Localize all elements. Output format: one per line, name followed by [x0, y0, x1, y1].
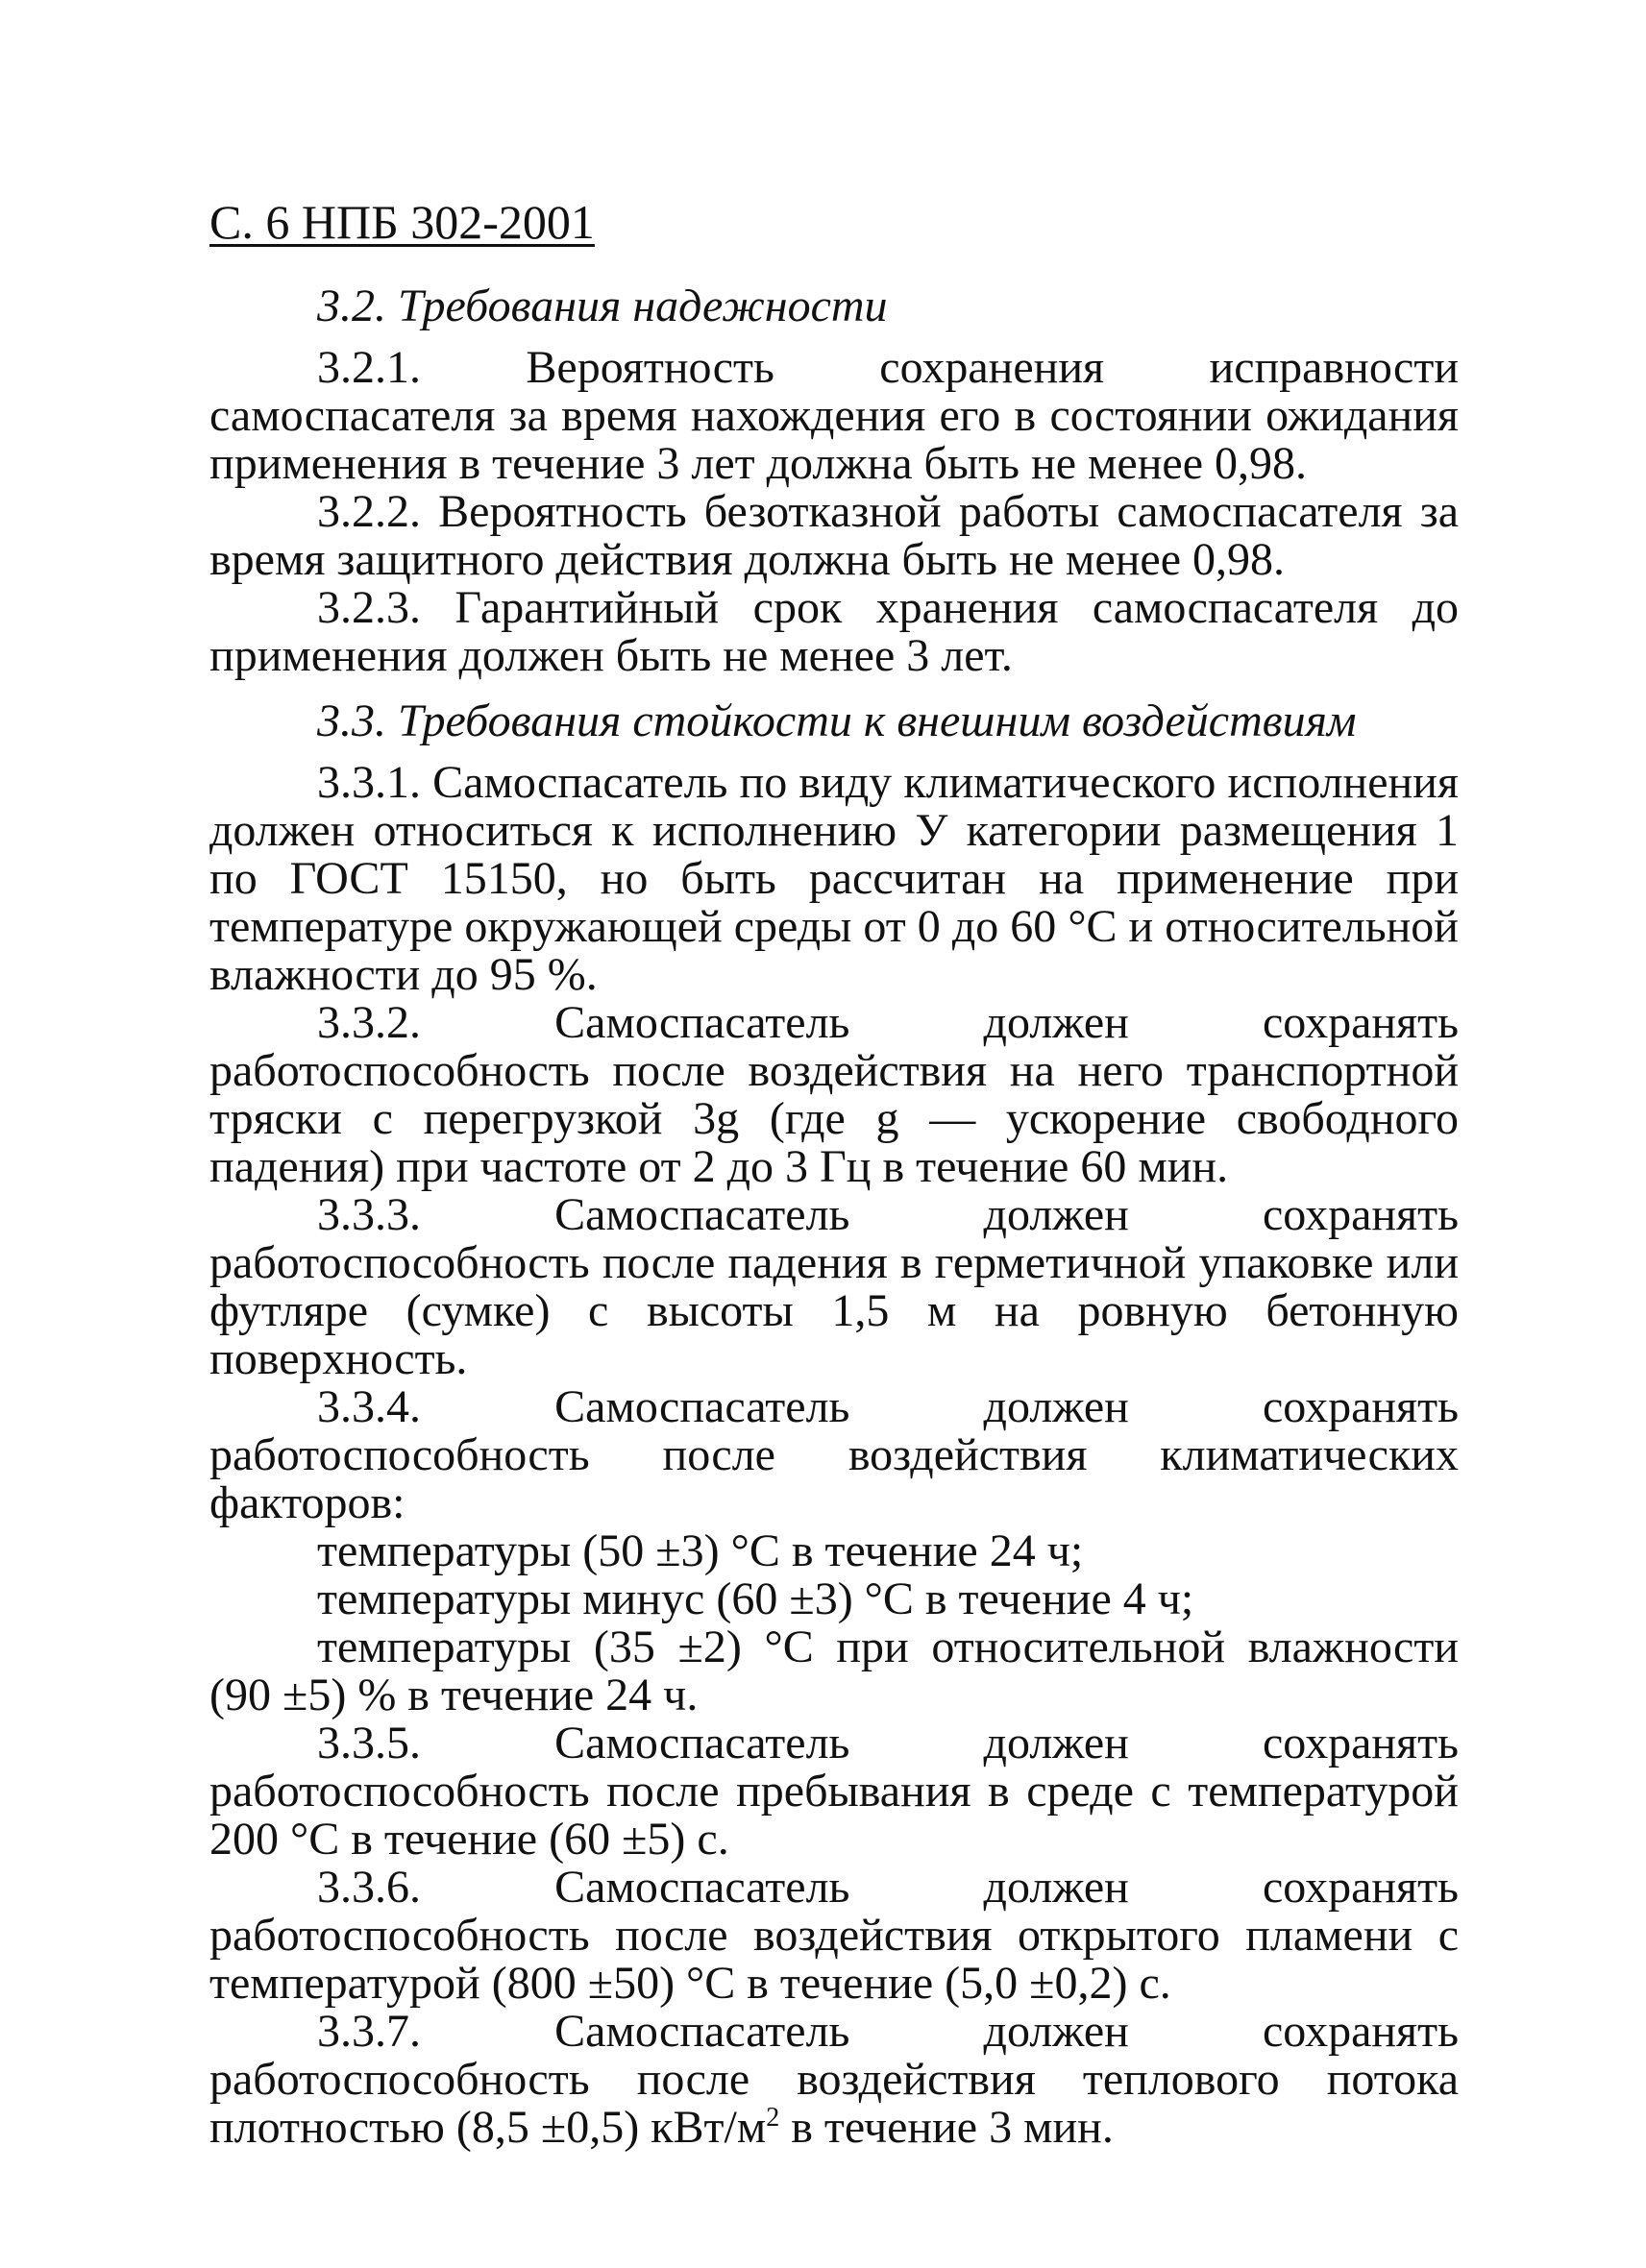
section-title-reliability: 3.2. Требования надежности — [317, 280, 888, 331]
paragraph-3-3-1: 3.3.1. Самоспасатель по виду климатического исполнения должен относиться к исполнению У категории размещения 1 по ГОСТ 15150, но быть рассчитан на применение при температуре окружающей среды от 0 до 60 °С и относительной влажности до 95 %. — [209, 757, 1459, 1000]
paragraph-3-2-2: 3.2.2. Вероятность безотказной работы самоспасателя за время защитного действия должна быть не менее 0,98. — [209, 486, 1459, 585]
paragraph-3-3-3: 3.3.3. Самоспасатель должен сохранять работоспособность после падения в герметичной упаковке или футляре (сумке) с высоты 1,5 м на ровную бетонную поверхность. — [209, 1189, 1459, 1384]
paragraph-3-2-1: 3.2.1. Вероятность сохранения исправности самоспасателя за время нахождения его в состоянии ожидания применения в течение 3 лет должна быть не менее 0,98. — [209, 342, 1459, 489]
document-body — [209, 282, 1459, 2152]
section-title-resistance: 3.3. Требования стойкости к внешним воздействиям — [317, 695, 1357, 746]
paragraph-3-3-7-text: 3.3.7. Самоспасатель должен сохранять работоспособность после воздействия теплового потока плотностью (8,5 ±0,5) кВт/м — [209, 2006, 1459, 2153]
page-header: С. 6 НПБ 302-2001 — [209, 195, 595, 249]
superscript-2: 2 — [766, 2103, 780, 2133]
paragraph-3-3-7 — [209, 2008, 1459, 2152]
paragraph-3-2-3: 3.2.3. Гарантийный срок хранения самоспасателя до применения должен быть не менее 3 лет. — [209, 582, 1459, 681]
climate-factor-item: температуры (50 ±3) °С в течение 24 ч; — [317, 1525, 1084, 1576]
paragraph-3-3-2: 3.3.2. Самоспасатель должен сохранять работоспособность после воздействия на него транспортной тряски с перегрузкой 3g (где g — ускорение свободного падения) при частоте от 2 до 3 Гц в течение 60 мин. — [209, 997, 1459, 1192]
paragraph-3-3-4: 3.3.4. Самоспасатель должен сохранять работоспособность после воздействия климатических факторов: — [209, 1381, 1459, 1528]
climate-factor-item: температуры минус (60 ±3) °С в течение 4 ч; — [317, 1573, 1194, 1624]
paragraph-3-3-6: 3.3.6. Самоспасатель должен сохранять работоспособность после воздействия открытого пламени с температурой (800 ±50) °С в течение (5,0 ±0,2) с. — [209, 1862, 1459, 2009]
paragraph-3-3-5: 3.3.5. Самоспасатель должен сохранять работоспособность после пребывания в среде с температурой 200 °С в течение (60 ±5) с. — [209, 1718, 1459, 1865]
paragraph-3-3-7-end: в течение 3 мин. — [779, 2102, 1114, 2153]
climate-factor-item: температуры (35 ±2) °С при относительной влажности (90 ±5) % в течение 24 ч. — [209, 1622, 1459, 1720]
